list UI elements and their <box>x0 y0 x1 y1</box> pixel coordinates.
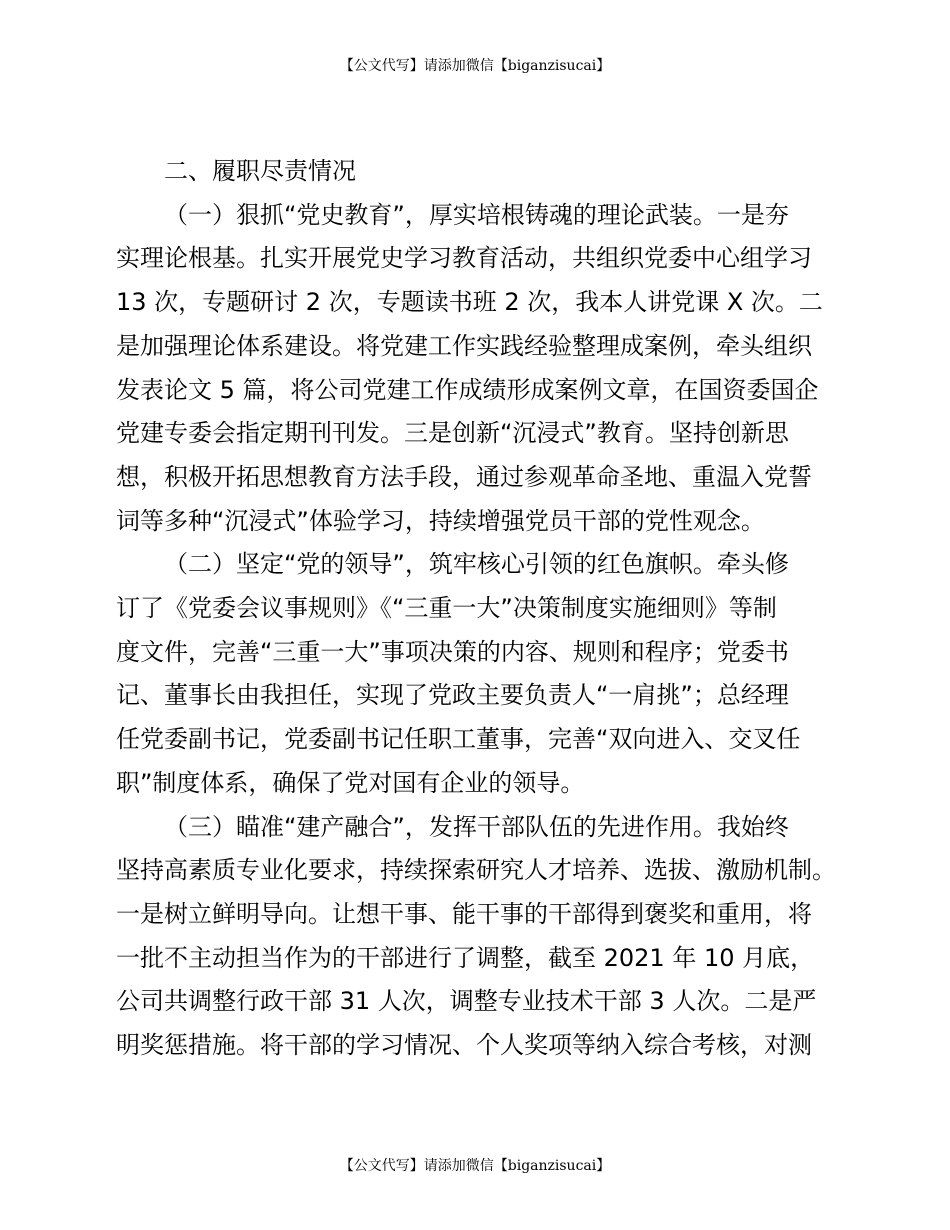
paragraph-line: 公司共调整行政干部 31 人次，调整专业技术干部 3 人次。二是严 <box>116 987 817 1016</box>
paragraph-line: 词等多种“沉浸式”体验学习，持续增强党员干部的党性观念。 <box>116 506 765 535</box>
paragraph-line: （二）坚定“党的领导”，筑牢核心引领的红色旗帜。牵头修 <box>164 550 789 579</box>
page-header: 【公文代写】请添加微信【biganzisucai】 <box>339 58 611 74</box>
paragraph-line: 一批不主动担当作为的干部进行了调整，截至 2021 年 10 月底， <box>116 943 815 972</box>
paragraph-line: （一）狠抓“党史教育”，厚实培根铸魂的理论武装。一是夯 <box>164 200 789 229</box>
paragraph-line: 记、董事长由我担任，实现了党政主要负责人“一肩挑”；总经理 <box>116 681 789 710</box>
paragraph-line: 是加强理论体系建设。将党建工作实践经验整理成案例，牵头组织 <box>116 331 812 360</box>
paragraph-line: 度文件，完善“三重一大”事项决策的内容、规则和程序；党委书 <box>116 637 789 666</box>
paragraph-line: 坚持高素质专业化要求，持续探索研究人才培养、选拔、激励机制。 <box>116 856 836 885</box>
paragraph-line: 实理论根基。扎实开展党史学习教育活动，共组织党委中心组学习 <box>116 244 812 273</box>
paragraph-line: 订了《党委会议事规则》《“三重一大”决策制度实施细则》等制 <box>116 594 777 623</box>
paragraph-line: （三）瞄准“建产融合”，发挥干部队伍的先进作用。我始终 <box>164 812 789 841</box>
paragraph-line: 想，积极开拓思想教育方法手段，通过参观革命圣地、重温入党誓 <box>116 462 812 491</box>
paragraph-line: 党建专委会指定期刊刊发。三是创新“沉浸式”教育。坚持创新思 <box>116 419 789 448</box>
paragraph-line: 发表论文 5 篇，将公司党建工作成绩形成案例文章，在国资委国企 <box>116 375 819 404</box>
section-heading: 二、履职尽责情况 <box>164 157 356 185</box>
document-body <box>116 150 856 1068</box>
paragraph-line: 明奖惩措施。将干部的学习情况、个人奖项等纳入综合考核，对测 <box>116 1031 812 1060</box>
paragraph-line: 职”制度体系，确保了党对国有企业的领导。 <box>116 768 585 797</box>
page-footer: 【公文代写】请添加微信【biganzisucai】 <box>339 1158 611 1174</box>
paragraph-line: 一是树立鲜明导向。让想干事、能干事的干部得到褒奖和重用，将 <box>116 899 812 928</box>
paragraph-line: 任党委副书记，党委副书记任职工董事，完善“双向进入、交叉任 <box>116 725 801 754</box>
paragraph-line: 13 次，专题研讨 2 次，专题读书班 2 次，我本人讲党课 X 次。二 <box>116 288 823 317</box>
